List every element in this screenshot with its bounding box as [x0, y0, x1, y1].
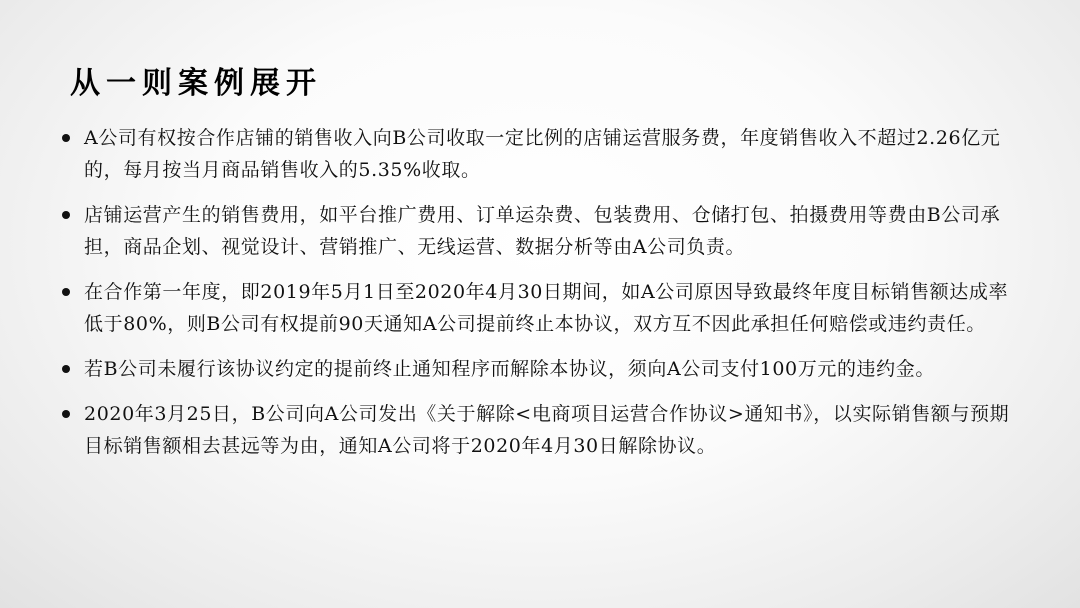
bullet-dot-icon [62, 365, 70, 373]
bullet-dot-icon [62, 288, 70, 296]
bullet-dot-icon [62, 410, 70, 418]
bullet-dot-icon [62, 211, 70, 219]
bullet-text: 若B公司未履行该协议约定的提前终止通知程序而解除本协议，须向A公司支付100万元的违约金。 [84, 358, 935, 380]
bullet-item [62, 353, 1022, 385]
bullet-dot-icon [62, 134, 70, 142]
bullet-item [62, 122, 1022, 186]
bullet-text: 在合作第一年度，即2019年5月1日至2020年4月30日期间，如A公司原因导致最终年度目标销售额达成率低于80%，则B公司有权提前90天通知A公司提前终止本协议，双方互不因此承担任何赔偿或违约责任。 [84, 281, 1009, 335]
bullet-text: 店铺运营产生的销售费用，如平台推广费用、订单运杂费、包装费用、仓储打包、拍摄费用等费由B公司承担，商品企划、视觉设计、营销推广、无线运营、数据分析等由A公司负责。 [84, 204, 1001, 258]
slide-title: 从一则案例展开 [70, 66, 322, 101]
bullet-text: A公司有权按合作店铺的销售收入向B公司收取一定比例的店铺运营服务费，年度销售收入不超过2.26亿元的，每月按当月商品销售收入的5.35%收取。 [84, 127, 1001, 181]
bullet-item [62, 276, 1022, 340]
bullet-item [62, 398, 1022, 462]
bullet-list [62, 122, 1022, 475]
bullet-item [62, 199, 1022, 263]
bullet-text: 2020年3月25日，B公司向A公司发出《关于解除<电商项目运营合作协议>通知书》，以实际销售额与预期目标销售额相去甚远等为由，通知A公司将于2020年4月30日解除协议。 [84, 403, 1010, 457]
